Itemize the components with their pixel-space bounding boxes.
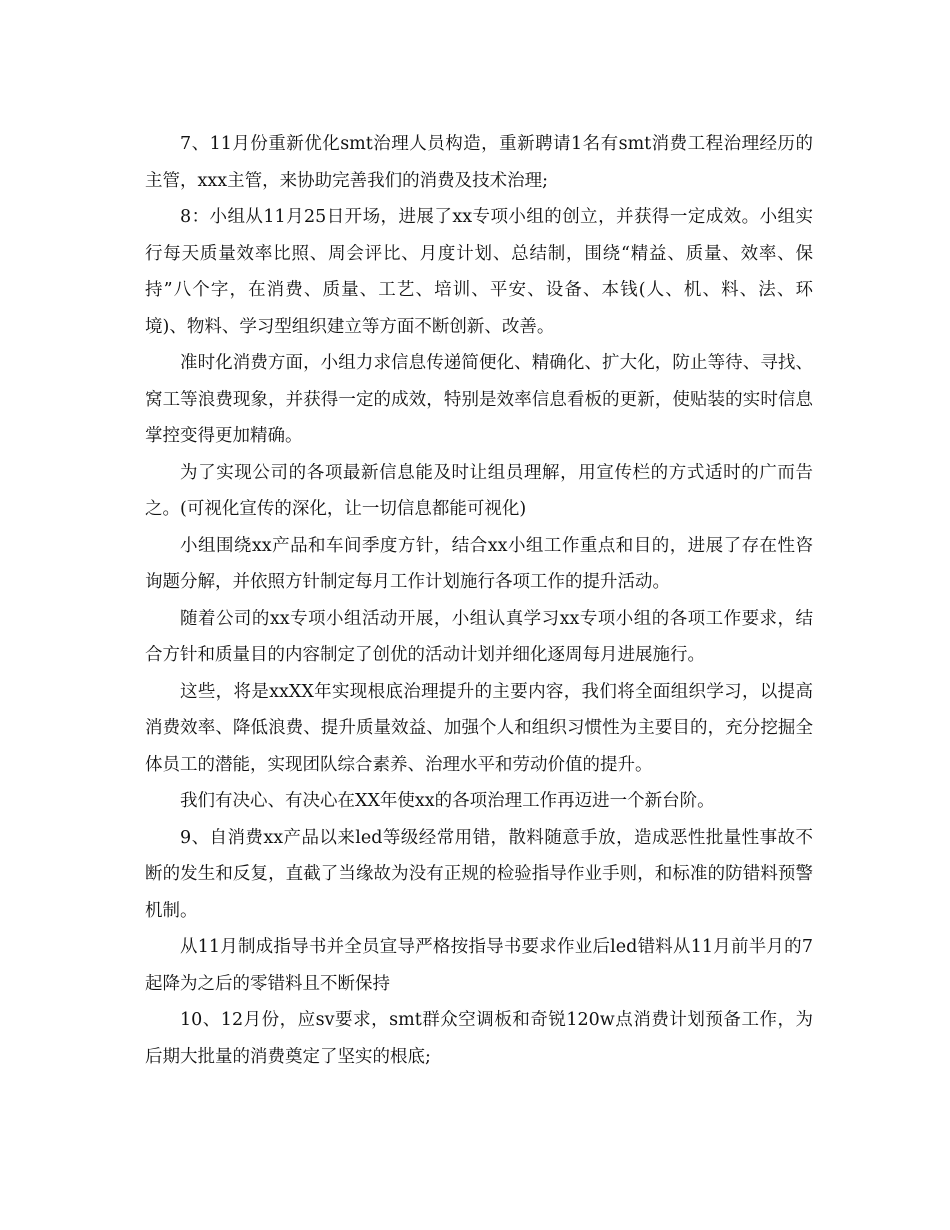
paragraph-main-content: 这些，将是xxXX年实现根底治理提升的主要内容，我们将全面组织学习，以提高消费效率、降低浪费、提升质量效益、加强个人和组织习惯性为主要目的，充分挖掘全体员工的潜能，实现团队综合素养、治理水平和劳动价值的提升。 bbox=[145, 681, 813, 775]
paragraph-item-10: 10、12月份，应sv要求，smt群众空调板和奇锐120w点消费计划预备工作，为后期大批量的消费奠定了坚实的根底; bbox=[145, 1010, 813, 1067]
document-body bbox=[145, 126, 813, 1075]
paragraph-item-8: 8：小组从11月25日开场，进展了xx专项小组的创立，并获得一定成效。小组实行每天质量效率比照、周会评比、月度计划、总结制，围绕“精益、质量、效率、保持”八个字，在消费、质量、工艺、培训、平安、设备、本钱(人、机、料、法、环境)、物料、学习型组织建立等方面不断创新、改善。 bbox=[145, 207, 813, 337]
paragraph-determination: 我们有决心、有决心在XX年使xx的各项治理工作再迈进一个新台阶。 bbox=[180, 791, 715, 811]
paragraph-error-reduction: 从11月制成指导书并全员宣导严格按指导书要求作业后led错料从11月前半月的7起降为之后的零错料且不断保持 bbox=[145, 937, 813, 994]
paragraph-item-9: 9、自消费xx产品以来led等级经常用错，散料随意手放，造成恶性批量性事故不断的发生和反复，直截了当缘故为没有正规的检验指导作业手则，和标准的防错料预警机制。 bbox=[145, 827, 813, 921]
paragraph-visual-publicity: 为了实现公司的各项最新信息能及时让组员理解，用宣传栏的方式适时的广而告之。(可视化宣传的深化，让一切信息都能可视化) bbox=[145, 462, 813, 519]
paragraph-jit-production: 准时化消费方面，小组力求信息传递简便化、精确化、扩大化，防止等待、寻找、窝工等浪费现象，并获得一定的成效，特别是效率信息看板的更新，使贴装的实时信息掌控变得更加精确。 bbox=[145, 353, 813, 446]
paragraph-quarterly-policy: 小组围绕xx产品和车间季度方针，结合xx小组工作重点和目的，进展了存在性咨询题分解，并依照方针制定每月工作计划施行各项工作的提升活动。 bbox=[145, 535, 813, 592]
paragraph-activity-plan: 随着公司的xx专项小组活动开展，小组认真学习xx专项小组的各项工作要求，结合方针和质量目的内容制定了创优的活动计划并细化逐周每月进展施行。 bbox=[145, 608, 813, 665]
paragraph-item-7: 7、11月份重新优化smt治理人员构造，重新聘请1名有smt消费工程治理经历的主管，xxx主管，来协助完善我们的消费及技术治理; bbox=[145, 134, 813, 191]
